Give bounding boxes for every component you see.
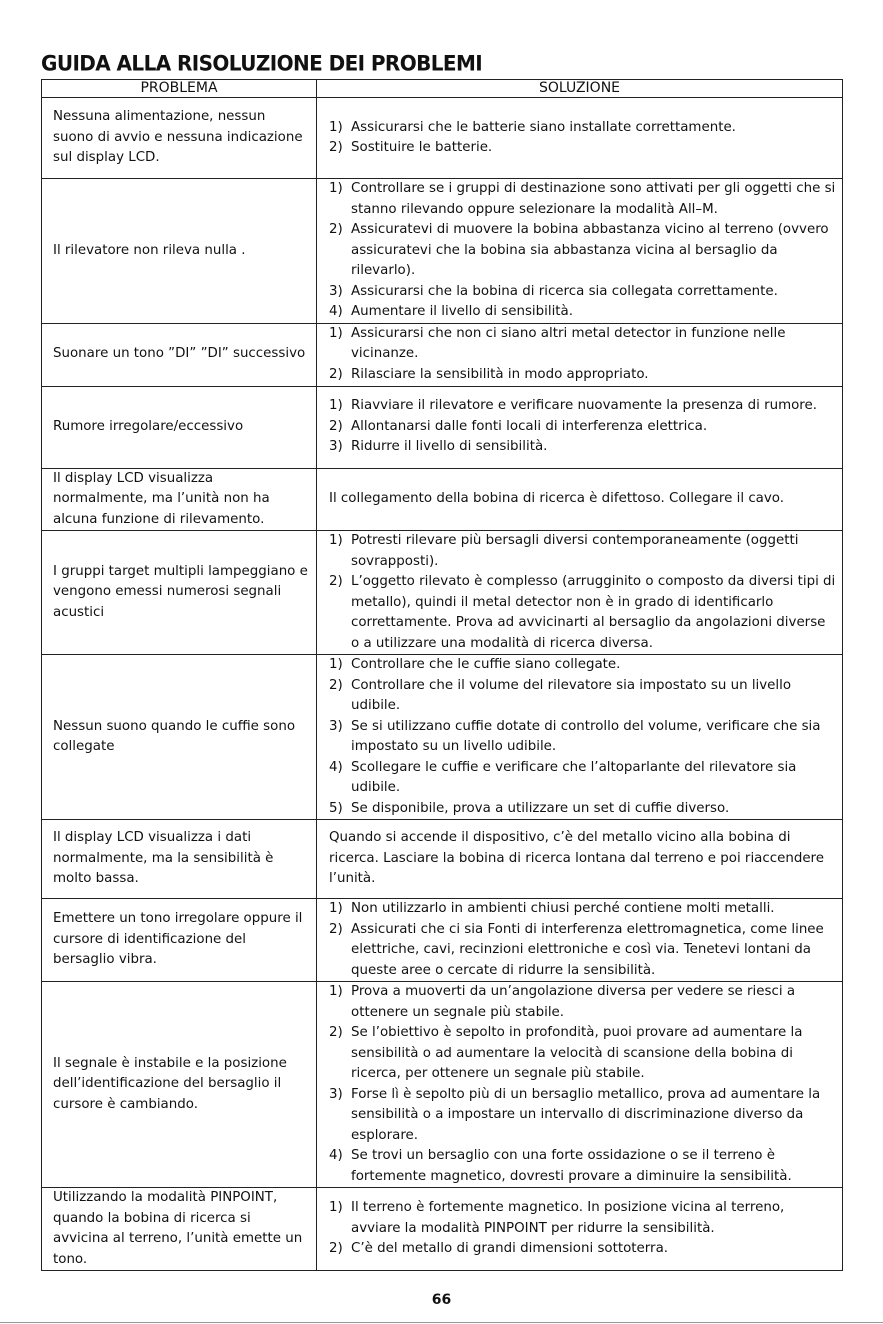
- step-text: L’oggetto rilevato è complesso (arrugginito o composto da diversi tipi di metallo), quindi il metal detector non è in grado di identificarlo correttamente. Prova ad avvicinarti al bersaglio da angolazioni diverse o a utilizzare una modalità di ricerca diversa.: [351, 574, 836, 651]
- solution-step: [329, 282, 836, 303]
- solution-list: [329, 899, 836, 981]
- table-row: [42, 820, 843, 899]
- step-text: Aumentare il livello di sensibilità.: [351, 304, 574, 319]
- step-number: 3): [329, 439, 343, 455]
- step-number: 2): [329, 921, 343, 937]
- step-text: Se l’obiettivo è sepolto in profondità, puoi provare ad aumentare la sensibilità o ad aumentare la velocità di scansione della bobina di ricerca, per ottenere un segnale più stabile.: [351, 1025, 803, 1081]
- solution-step: [329, 324, 836, 365]
- step-number: 1): [329, 533, 343, 548]
- step-number: 3): [329, 283, 343, 299]
- page-number: 66: [431, 1292, 452, 1308]
- problem-cell: Il rilevatore non rileva nulla .: [42, 179, 317, 324]
- step-text: Allontanarsi dalle fonti locali di interferenza elettrica.: [351, 418, 708, 434]
- solution-step: [329, 437, 836, 458]
- solution-cell: [317, 899, 843, 982]
- solution-step: [329, 717, 836, 758]
- step-number: 4): [329, 759, 343, 775]
- solution-step: [329, 1023, 836, 1085]
- solution-cell: [317, 179, 843, 324]
- table-row: [42, 1188, 843, 1271]
- solution-step: [329, 920, 836, 982]
- solution-cell: [317, 655, 843, 820]
- step-text: Prova a muoverti da un’angolazione diversa per vedere se riesci a ottenere un segnale più stabile.: [351, 984, 796, 1020]
- problem-cell: Il display LCD visualizza normalmente, ma l’unità non ha alcuna funzione di rilevamento.: [42, 468, 317, 531]
- problem-cell: Il display LCD visualizza i dati normalmente, ma la sensibilità è molto bassa.: [42, 820, 317, 899]
- step-number: 2): [329, 366, 343, 382]
- step-number: 2): [329, 222, 343, 237]
- step-number: 1): [329, 398, 343, 414]
- step-text: Se trovi un bersaglio con una forte ossidazione o se il terreno è fortemente magnetico, dovresti provare a diminuire la sensibilità.: [351, 1148, 792, 1184]
- table-row: [42, 323, 843, 386]
- solution-cell: Quando si accende il dispositivo, c’è del metallo vicino alla bobina di ricerca. Lasciare la bobina di ricerca lontana dal terreno e poi riaccendere l’unità.: [317, 820, 843, 899]
- solution-step: [329, 531, 836, 572]
- solution-step: [329, 1146, 836, 1187]
- solution-cell: [317, 323, 843, 386]
- solution-step: [329, 1239, 836, 1260]
- step-text: Riavviare il rilevatore e verificare nuovamente la presenza di rumore.: [351, 398, 818, 414]
- table-row: [42, 531, 843, 655]
- step-number: 1): [329, 119, 343, 135]
- solution-list: [329, 324, 836, 386]
- step-number: 1): [329, 1200, 343, 1216]
- step-number: 2): [329, 140, 343, 155]
- table-row: [42, 982, 843, 1188]
- solution-step: [329, 138, 836, 159]
- header-problem: PROBLEMA: [42, 80, 317, 98]
- solution-step: [329, 179, 836, 220]
- step-number: 1): [329, 984, 343, 999]
- problem-cell: Utilizzando la modalità PINPOINT, quando la bobina di ricerca si avvicina al terreno, l’unità emette un tono.: [42, 1188, 317, 1271]
- step-text: Rilasciare la sensibilità in modo appropriato.: [351, 366, 649, 382]
- step-number: 4): [329, 1148, 343, 1163]
- step-text: Se disponibile, prova a utilizzare un set di cuffie diverso.: [351, 800, 730, 816]
- solution-cell: [317, 1188, 843, 1271]
- solution-step: [329, 118, 836, 139]
- step-text: Assicurarsi che la bobina di ricerca sia collegata correttamente.: [351, 283, 778, 299]
- step-text: Assicurarsi che non ci siano altri metal detector in funzione nelle vicinanze.: [351, 325, 786, 362]
- solution-step: [329, 220, 836, 282]
- step-number: 1): [329, 325, 343, 341]
- problem-cell: Nessun suono quando le cuffie sono collegate: [42, 655, 317, 820]
- step-number: 2): [329, 1241, 343, 1257]
- table-header-row: [42, 80, 843, 98]
- solution-cell: Il collegamento della bobina di ricerca è difettoso. Collegare il cavo.: [317, 468, 843, 531]
- solution-list: [329, 531, 836, 654]
- step-number: 3): [329, 718, 343, 734]
- step-number: 2): [329, 1025, 343, 1040]
- step-text: Sostituire le batterie.: [351, 140, 493, 155]
- table-row: [42, 98, 843, 179]
- problem-cell: Emettere un tono irregolare oppure il cursore di identificazione del bersaglio vibra.: [42, 899, 317, 982]
- solution-step: [329, 655, 836, 676]
- step-text: Ridurre il livello di sensibilità.: [351, 439, 548, 455]
- table-row: [42, 899, 843, 982]
- problem-cell: Suonare un tono ”DI” ”DI” successivo: [42, 323, 317, 386]
- step-text: Assicurati che ci sia Fonti di interferenza elettromagnetica, come linee elettriche, cavi, recinzioni elettroniche e così via. Tenetevi lontani da queste aree o cercate di ridurre la sensibilità.: [351, 921, 824, 978]
- step-text: Assicurarsi che le batterie siano installate correttamente.: [351, 119, 736, 135]
- step-text: Assicuratevi di muovere la bobina abbastanza vicino al terreno (ovvero assicuratevi che la bobina sia abbastanza vicina al bersaglio da rilevarlo).: [351, 222, 829, 278]
- step-number: 2): [329, 677, 343, 693]
- solution-step: [329, 758, 836, 799]
- step-text: Controllare se i gruppi di destinazione sono attivati per gli oggetti che si stanno rilevando oppure selezionare la modalità All–M.: [351, 181, 836, 217]
- step-text: Non utilizzarlo in ambienti chiusi perché contiene molti metalli.: [351, 901, 775, 916]
- step-text: Scollegare le cuffie e verificare che l’altoparlante del rilevatore sia udibile.: [351, 759, 797, 795]
- problem-cell: Il segnale è instabile e la posizione dell’identificazione del bersaglio il cursore è cambiando.: [42, 982, 317, 1188]
- solution-cell: [317, 982, 843, 1188]
- solution-cell: [317, 386, 843, 468]
- solution-list: [329, 655, 836, 819]
- solution-step: [329, 1198, 836, 1239]
- solution-list: [329, 118, 836, 159]
- header-solution: SOLUZIONE: [317, 80, 843, 98]
- step-number: 3): [329, 1086, 343, 1102]
- step-number: 5): [329, 800, 343, 816]
- step-number: 2): [329, 574, 343, 589]
- table-row: [42, 468, 843, 531]
- problem-cell: I gruppi target multipli lampeggiano e vengono emessi numerosi segnali acustici: [42, 531, 317, 655]
- step-number: 1): [329, 901, 343, 916]
- solution-list: [329, 179, 836, 323]
- solution-list: [329, 1198, 836, 1260]
- solution-step: [329, 417, 836, 438]
- step-text: Controllare che le cuffie siano collegate.: [351, 657, 621, 672]
- solution-list: [329, 396, 836, 458]
- solution-cell: [317, 98, 843, 179]
- solution-step: [329, 365, 836, 386]
- step-number: 2): [329, 418, 343, 434]
- table-row: [42, 386, 843, 468]
- solution-step: [329, 799, 836, 820]
- solution-step: [329, 302, 836, 323]
- step-text: C’è del metallo di grandi dimensioni sottoterra.: [351, 1241, 669, 1257]
- solution-list: [329, 982, 836, 1187]
- step-text: Forse lì è sepolto più di un bersaglio metallico, prova ad aumentare la sensibilità o a impostare un intervallo di discriminazione diverso da esplorare.: [351, 1086, 821, 1143]
- solution-step: [329, 676, 836, 717]
- problem-cell: Nessuna alimentazione, nessun suono di avvio e nessuna indicazione sul display LCD.: [42, 98, 317, 179]
- solution-step: [329, 1085, 836, 1147]
- solution-step: [329, 396, 836, 417]
- solution-step: [329, 572, 836, 654]
- bottom-divider: [0, 1322, 883, 1323]
- step-number: 4): [329, 304, 343, 319]
- step-text: Potresti rilevare più bersagli diversi contemporaneamente (oggetti sovrapposti).: [351, 533, 799, 569]
- problem-cell: Rumore irregolare/eccessivo: [42, 386, 317, 468]
- step-text: Controllare che il volume del rilevatore sia impostato su un livello udibile.: [351, 677, 792, 713]
- step-number: 1): [329, 657, 343, 672]
- solution-step: [329, 899, 836, 920]
- table-row: [42, 655, 843, 820]
- solution-step: [329, 982, 836, 1023]
- page-title: GUIDA ALLA RISOLUZIONE DEI PROBLEMI: [41, 50, 483, 76]
- step-text: Se si utilizzano cuffie dotate di controllo del volume, verificare che sia impostato su un livello udibile.: [351, 718, 821, 754]
- step-number: 1): [329, 181, 343, 196]
- troubleshooting-table: [41, 79, 843, 1271]
- solution-cell: [317, 531, 843, 655]
- table-row: [42, 179, 843, 324]
- step-text: Il terreno è fortemente magnetico. In posizione vicina al terreno, avviare la modalità PINPOINT per ridurre la sensibilità.: [351, 1200, 785, 1236]
